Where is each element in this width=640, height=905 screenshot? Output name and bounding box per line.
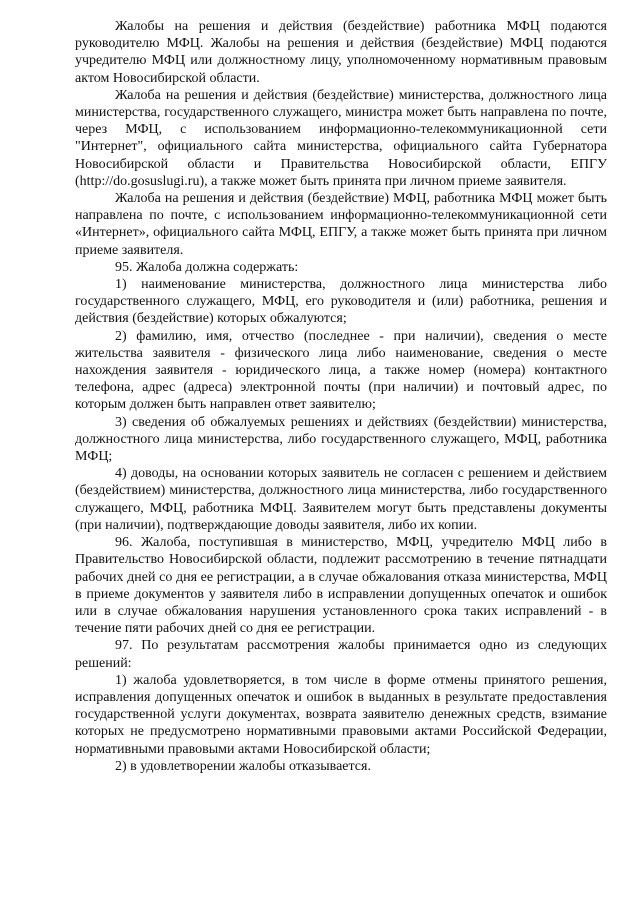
paragraph-97-heading: 97. По результатам рассмотрения жалобы принимается одно из следующих решений:: [75, 638, 607, 671]
paragraph-95-item-4: 4) доводы, на основании которых заявитель не согласен с решением и действием (бездействием) министерства, должностного лица министерства, либо государственного служащего, МФЦ, работника МФЦ. Заявителем могут быть представлены документы (при наличии), подтверждающие доводы заявителя, либо их копии.: [75, 466, 607, 533]
paragraph-97-item-1: 1) жалоба удовлетворяется, в том числе в форме отмены принятого решения, исправления допущенных опечаток и ошибок в выданных в результате предоставления государственной услуги документах, возврата заявителю денежных средств, взимание которых не предусмотрено нормативными правовыми актами Российской Федерации, нормативными правовыми актами Новосибирской области;: [75, 672, 607, 757]
document-page: [75, 18, 607, 775]
paragraph-complaint-mfc-channels: Жалоба на решения и действия (бездействие) МФЦ, работника МФЦ может быть направлена по почте, с использованием информационно-телекоммуникационной сети «Интернет», официального сайта МФЦ, ЕПГУ, а также может быть принята при личном приеме заявителя.: [75, 191, 607, 258]
paragraph-95-item-1: 1) наименование министерства, должностного лица министерства либо государственного служащего, МФЦ, его руководителя и (или) работника, решения и действия (бездействие) которых обжалуются;: [75, 277, 607, 327]
paragraph-95-item-3: 3) сведения об обжалуемых решениях и действиях (бездействии) министерства, должностного лица министерства, либо государственного служащего, МФЦ, работника МФЦ;: [75, 414, 607, 465]
paragraph-complaint-mfc-employee: Жалобы на решения и действия (бездействие) работника МФЦ подаются руководителю МФЦ. Жалобы на решения и действия (бездействие) МФЦ подаются учредителю МФЦ или должностному лицу, уполномоченному нормативным правовым актом Новосибирской области.: [75, 19, 607, 86]
paragraph-95-heading: 95. Жалоба должна содержать:: [115, 259, 299, 275]
paragraph-97-item-2: 2) в удовлетворении жалобы отказывается.: [115, 758, 371, 774]
paragraph-95-item-2: 2) фамилию, имя, отчество (последнее - при наличии), сведения о месте жительства заявителя - физического лица либо наименование, сведения о месте нахождения заявителя - юридического лица, а также номер (номера) контактного телефона, адрес (адреса) электронной почты (при наличии) и почтовый адрес, по которым должен быть направлен ответ заявителю;: [75, 328, 607, 413]
paragraph-complaint-ministry-channels: Жалоба на решения и действия (бездействие) министерства, должностного лица министерства, государственного служащего, министра может быть направлена по почте, через МФЦ, с использованием информационно-телекоммуникационной сети "Интернет", официального сайта министерства, официального сайта Губернатора Новосибирской области и Правительства Новосибирской области, ЕПГУ (http://do.gosuslugi.ru), а также может быть принята при личном приеме заявителя.: [75, 87, 607, 189]
paragraph-96: 96. Жалоба, поступившая в министерство, МФЦ, учредителю МФЦ либо в Правительство Новосибирской области, подлежит рассмотрению в течение пятнадцати рабочих дней со дня ее регистрации, а в случае обжалования отказа министерства, МФЦ в приеме документов у заявителя либо в исправлении допущенных опечаток и ошибок или в случае обжалования нарушения установленного срока таких исправлений - в течение пяти рабочих дней со дня ее регистрации.: [75, 535, 607, 637]
